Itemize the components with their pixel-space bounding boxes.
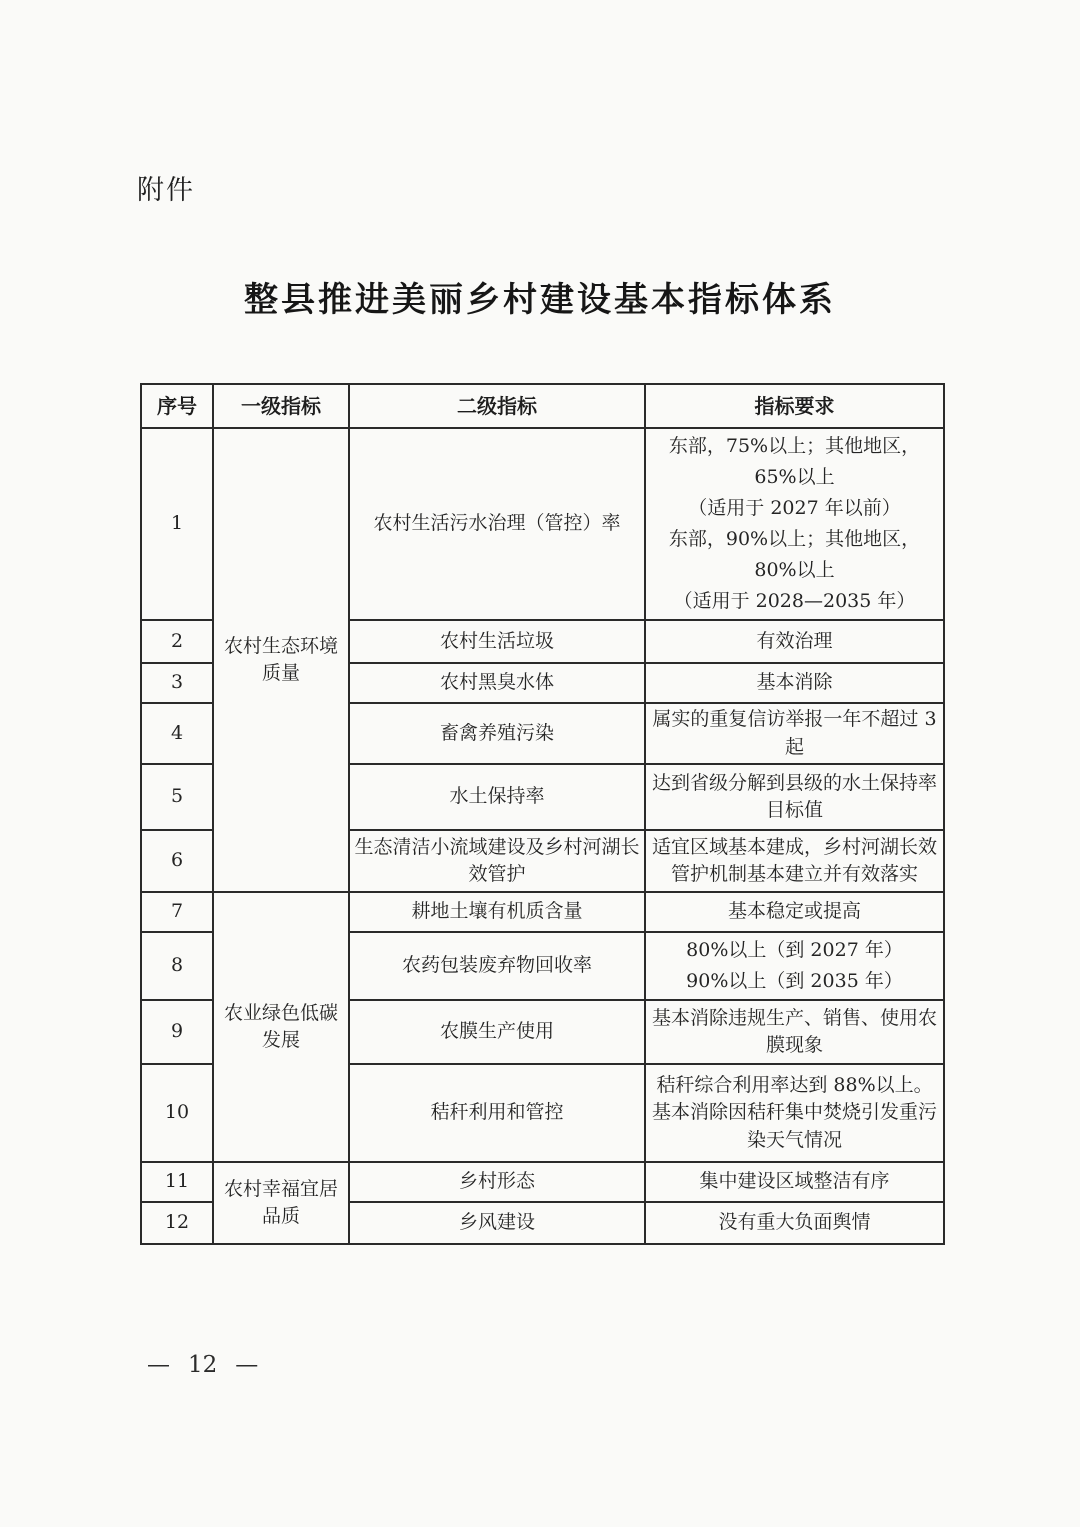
secondary-indicator-cell: 耕地土壤有机质含量 [349,892,645,932]
secondary-indicator-cell: 农药包装废弃物回收率 [349,932,645,1000]
requirement-cell: 属实的重复信访举报一年不超过 3 起 [645,703,944,764]
secondary-indicator-cell: 农村生活污水治理（管控）率 [349,428,645,620]
requirement-line: 90%以上（到 2035 年） [686,970,903,993]
requirement-line: （适用于 2028—2035 年） [673,590,916,612]
page-title: 整县推进美丽乡村建设基本指标体系 [244,280,836,320]
serial-cell: 4 [141,703,213,764]
requirement-cell [645,428,944,620]
attachment-label: 附件 [137,175,195,206]
requirement-line: 东部，75%以上；其他地区，65%以上 [668,435,921,488]
footer-dash-right: — [235,1352,259,1378]
table-row [141,1162,944,1202]
serial-cell: 5 [141,764,213,830]
secondary-indicator-cell: 水土保持率 [349,764,645,830]
secondary-indicator-cell: 乡风建设 [349,1202,645,1244]
secondary-indicator-cell: 生态清洁小流域建设及乡村河湖长效管护 [349,830,645,892]
secondary-indicator-cell: 农膜生产使用 [349,1000,645,1064]
requirement-line: （适用于 2027 年以前） [688,497,901,519]
primary-indicator-cell: 农村生态环境质量 [213,428,349,892]
serial-cell: 8 [141,932,213,1000]
requirement-cell: 没有重大负面舆情 [645,1202,944,1244]
header-requirement: 指标要求 [645,384,944,428]
header-secondary-indicator: 二级指标 [349,384,645,428]
requirement-line: 东部，90%以上；其他地区，80%以上 [668,528,921,581]
requirement-cell: 基本消除 [645,663,944,703]
requirement-cell: 集中建设区域整洁有序 [645,1162,944,1202]
table-row [141,892,944,932]
page-number: 12 [188,1352,218,1378]
serial-cell: 1 [141,428,213,620]
serial-cell: 2 [141,620,213,663]
header-serial: 序号 [141,384,213,428]
indicator-table [140,383,945,1245]
serial-cell: 6 [141,830,213,892]
serial-cell: 7 [141,892,213,932]
secondary-indicator-cell: 农村黑臭水体 [349,663,645,703]
requirement-cell: 适宜区域基本建成，乡村河湖长效管护机制基本建立并有效落实 [645,830,944,892]
table-row [141,428,944,620]
secondary-indicator-cell: 农村生活垃圾 [349,620,645,663]
requirement-cell [645,932,944,1000]
serial-cell: 11 [141,1162,213,1202]
footer-dash-left: — [147,1352,170,1378]
requirement-cell: 有效治理 [645,620,944,663]
serial-cell: 10 [141,1064,213,1162]
requirement-line: 80%以上（到 2027 年） [686,939,903,962]
requirement-cell: 基本稳定或提高 [645,892,944,932]
requirement-cell: 基本消除违规生产、销售、使用农膜现象 [645,1000,944,1064]
secondary-indicator-cell: 乡村形态 [349,1162,645,1202]
secondary-indicator-cell: 畜禽养殖污染 [349,703,645,764]
header-primary-indicator: 一级指标 [213,384,349,428]
requirement-cell: 秸秆综合利用率达到 88%以上。基本消除因秸秆集中焚烧引发重污染天气情况 [645,1064,944,1162]
table-header-row [141,384,944,428]
page-footer [147,1352,258,1378]
primary-indicator-cell: 农业绿色低碳发展 [213,892,349,1162]
serial-cell: 12 [141,1202,213,1244]
requirement-cell: 达到省级分解到县级的水土保持率目标值 [645,764,944,830]
serial-cell: 3 [141,663,213,703]
secondary-indicator-cell: 秸秆利用和管控 [349,1064,645,1162]
serial-cell: 9 [141,1000,213,1064]
primary-indicator-cell: 农村幸福宜居品质 [213,1162,349,1244]
